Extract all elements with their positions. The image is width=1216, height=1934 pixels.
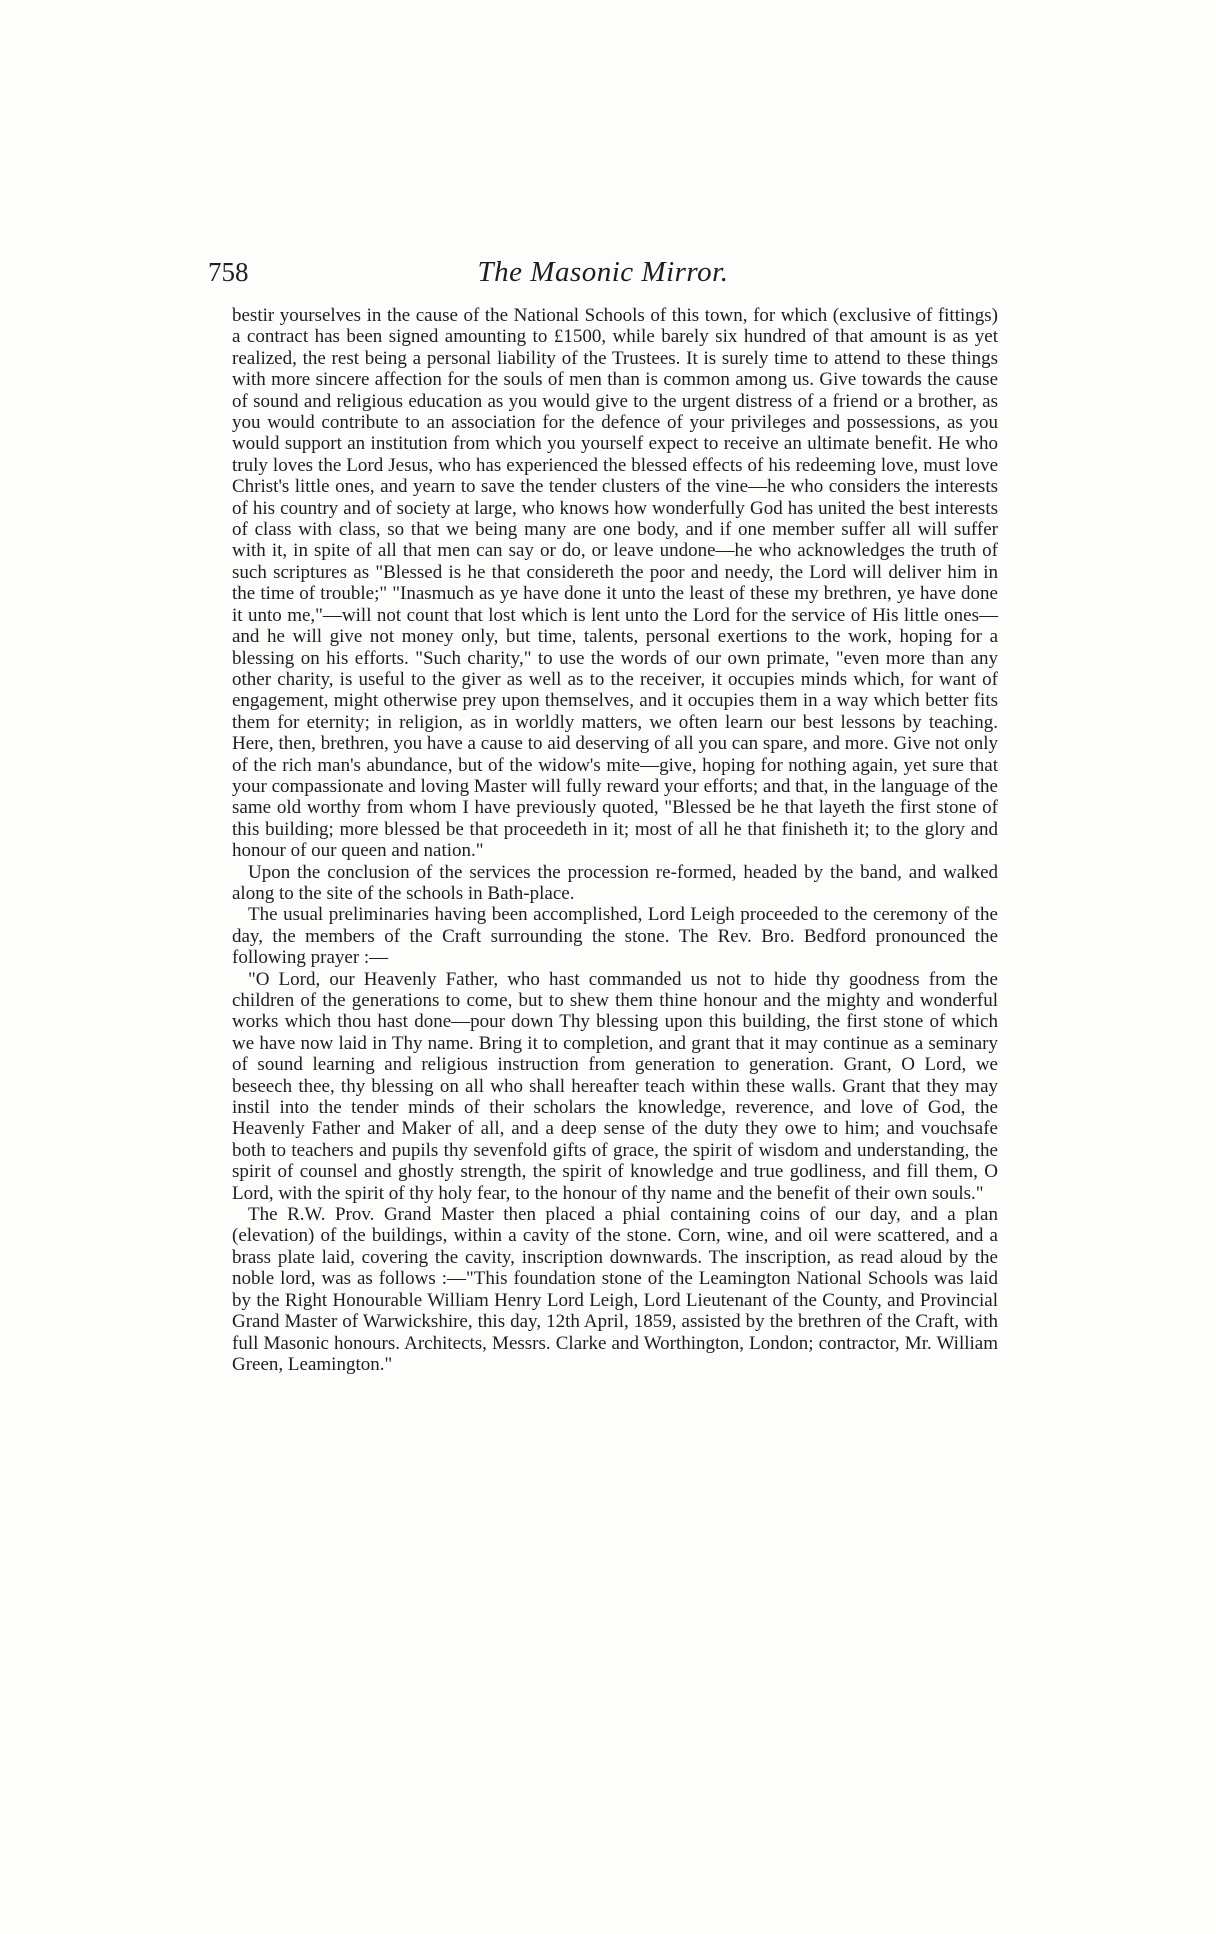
- paragraph-inscription: The R.W. Prov. Grand Master then placed a phial containing coins of our day, and a plan (elevation) of the buildings, within a cavity of the stone. Corn, wine, and oil were scattered, and a brass plate laid, covering the cavity, inscription downwards. The inscription, as read aloud by the noble lord, was as follows :—"This foundation stone of the Leamington National Schools was laid by the Right Honourable William Henry Lord Leigh, Lord Lieutenant of the County, and Provincial Grand Master of Warwickshire, this day, 12th April, 1859, assisted by the brethren of the Craft, with full Masonic honours. Architects, Messrs. Clarke and Worthington, London; contractor, Mr. William Green, Leamington.": [232, 1204, 998, 1375]
- paragraph-procession: Upon the conclusion of the services the procession re-formed, headed by the band, and walked along to the site of the schools in Bath-place.: [232, 861, 998, 904]
- paragraph-preliminaries: The usual preliminaries having been accomplished, Lord Leigh proceeded to the ceremony of the day, the members of the Craft surrounding the stone. The Rev. Bro. Bedford pronounced the following prayer :—: [232, 904, 998, 969]
- paragraph-prayer: "O Lord, our Heavenly Father, who hast commanded us not to hide thy goodness from the children of the generations to come, but to shew them thine honour and the mighty and wonderful works which thou hast done—pour down Thy blessing upon this building, the first stone of which we have now laid in Thy name. Bring it to completion, and grant that it may continue as a seminary of sound learning and religious instruction from generation to generation. Grant, O Lord, we beseech thee, thy blessing on all who shall hereafter teach within these walls. Grant that they may instil into the tender minds of their scholars the knowledge, reverence, and love of God, the Heavenly Father and Maker of all, and a deep sense of the duty they owe to him; and vouchsafe both to teachers and pupils thy sevenfold gifts of grace, the spirit of wisdom and understanding, the spirit of counsel and ghostly strength, the spirit of knowledge and true godliness, and fill them, O Lord, with the spirit of thy holy fear, to the honour of thy name and the benefit of their own souls.": [232, 968, 998, 1204]
- running-title: The Masonic Mirror.: [477, 256, 729, 288]
- page-number: 758: [208, 257, 249, 287]
- article-body: [232, 305, 998, 1375]
- page-header: [208, 252, 998, 292]
- paragraph-sermon-continuation: bestir yourselves in the cause of the National Schools of this town, for which (exclusive of fittings) a contract has been signed amounting to £1500, while barely six hundred of that amount is as yet realized, the rest being a personal liability of the Trustees. It is surely time to attend to these things with more sincere affection for the souls of men than is common among us. Give towards the cause of sound and religious education as you would give to the urgent distress of a friend or a brother, as you would contribute to an association for the defence of your privileges and possessions, as you would support an institution from which you yourself expect to receive an ultimate benefit. He who truly loves the Lord Jesus, who has experienced the blessed effects of his redeeming love, must love Christ's little ones, and yearn to save the tender clusters of the vine—he who considers the interests of his country and of society at large, who knows how wonderfully God has united the best interests of class with class, so that we being many are one body, and if one member suffer all will suffer with it, in spite of all that men can say or do, or leave undone—he who acknowledges the truth of such scriptures as "Blessed is he that considereth the poor and needy, the Lord will deliver him in the time of trouble;" "Inasmuch as ye have done it unto the least of these my brethren, ye have done it unto me,"—will not count that lost which is lent unto the Lord for the service of His little ones—and he will give not money only, but time, talents, personal exertions to the work, hoping for a blessing on his efforts. "Such charity," to use the words of our own primate, "even more than any other charity, is useful to the giver as well as to the receiver, it occupies minds which, for want of engagement, might otherwise prey upon themselves, and it occupies them in a way which better fits them for eternity; in religion, as in worldly matters, we often learn our best lessons by teaching. Here, then, brethren, you have a cause to aid deserving of all you can spare, and more. Give not only of the rich man's abundance, but of the widow's mite—give, hoping for nothing again, yet sure that your compassionate and loving Master will fully reward your efforts; and that, in the language of the same old worthy from whom I have previously quoted, "Blessed be he that layeth the first stone of this building; more blessed be that proceedeth in it; most of all he that finisheth it; to the glory and honour of our queen and nation.": [232, 305, 998, 862]
